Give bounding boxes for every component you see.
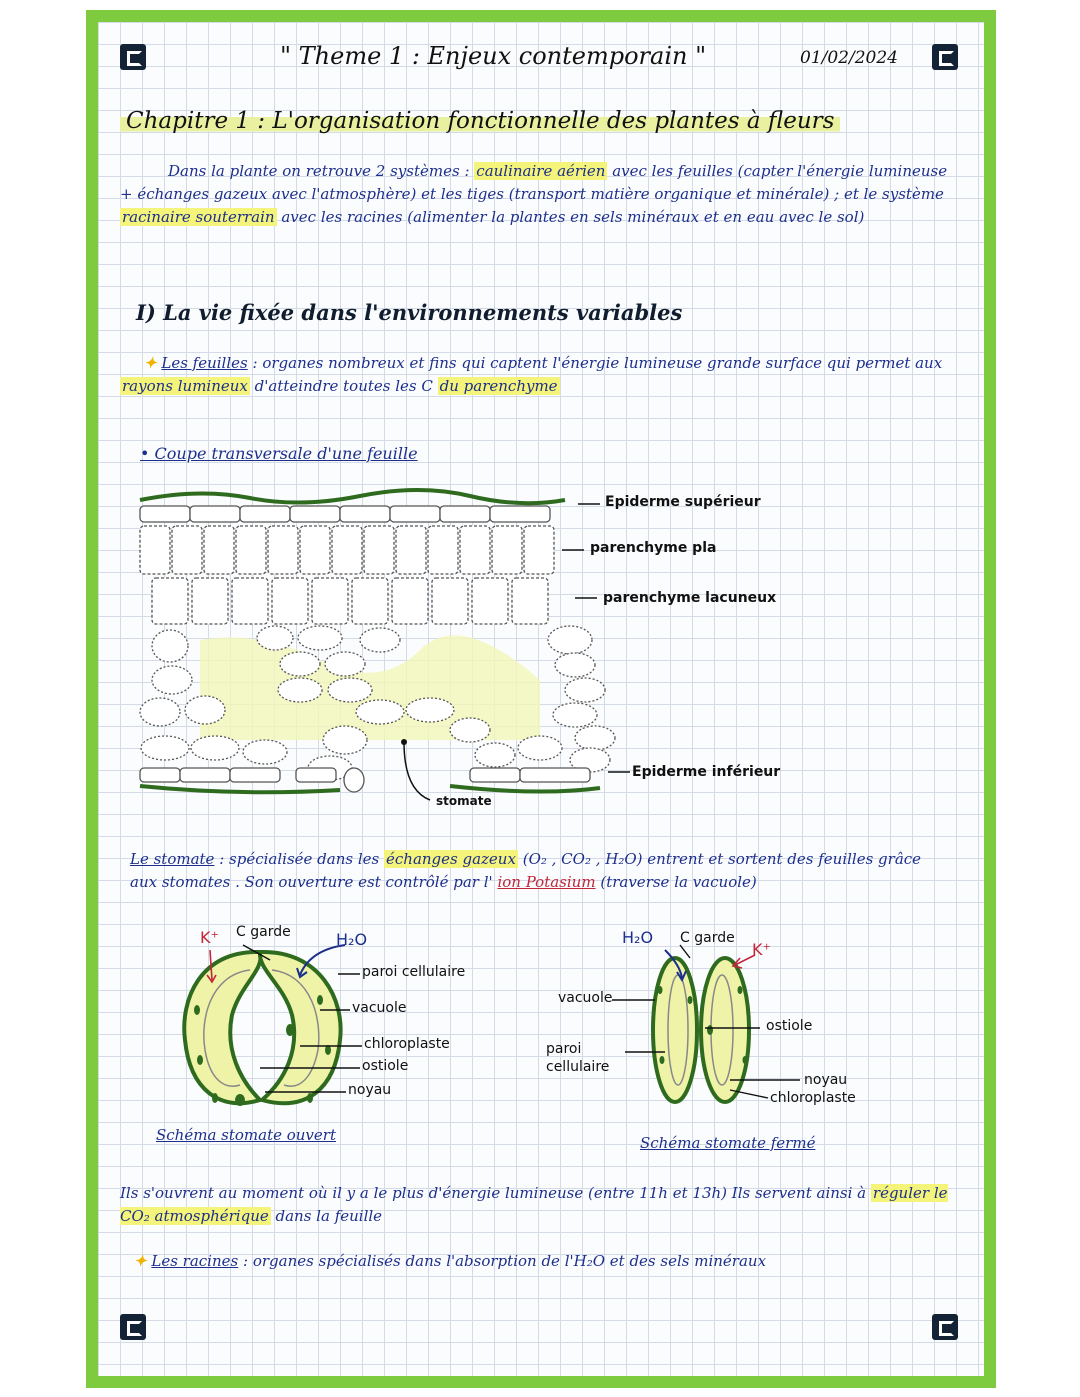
open-k-label: K⁺ — [200, 928, 219, 947]
opening-highlight: réguler le CO₂ atmosphérique — [120, 1184, 948, 1225]
star-bullet-icon: ✦ — [144, 354, 157, 372]
open-h2o-label: H₂O — [336, 930, 368, 949]
chapter-title: Chapitre 1 : L'organisation fonctionnelle des plantes à fleurs — [120, 108, 840, 134]
open-noyau-label: noyau — [348, 1082, 392, 1098]
open-caption: Schéma stomate ouvert — [156, 1126, 336, 1144]
star-bullet-icon-2: ✦ — [134, 1252, 147, 1270]
closed-caption: Schéma stomate fermé — [640, 1134, 816, 1152]
label-epidermis-inf: Epiderme inférieur — [632, 764, 781, 780]
stomata-text-3: (traverse la vacuole) — [600, 873, 757, 891]
stomata-ion: ion Potasium — [497, 873, 596, 891]
intro-highlight-aerial: caulinaire aérien — [476, 162, 606, 180]
closed-h2o-label: H₂O — [622, 928, 654, 947]
closed-vacuole-label: vacuole — [558, 990, 613, 1006]
opening-paragraph — [120, 1182, 950, 1228]
leaves-text-2: d'atteindre toutes les C — [254, 377, 433, 395]
open-chloro-label: chloroplaste — [364, 1036, 450, 1052]
leaves-highlight-2: du parenchyme — [439, 377, 558, 395]
stomata-text-2: (O₂ , CO₂ , H₂O) entrent et sortent des feuilles grâce aux stomates . Son ouverture est contrôlé par l' — [130, 850, 922, 891]
opening-text-2: dans la feuille — [275, 1207, 383, 1225]
label-epidermis-sup: Epiderme supérieur — [605, 494, 761, 510]
intro-text-3: avec les racines (alimenter la plantes en sels minéraux et en eau avec le sol) — [281, 208, 865, 226]
label-stomate: stomate — [436, 794, 492, 808]
closed-garde-label: C garde — [680, 930, 735, 946]
stomata-label: Le stomate — [130, 850, 215, 868]
section-heading: I) La vie fixée dans l'environnements variables — [136, 300, 683, 325]
leaves-label: Les feuilles — [161, 354, 248, 372]
intro-text-1: Dans la plante on retrouve 2 systèmes : — [168, 162, 470, 180]
closed-paroi-label: paroi cellulaire — [546, 1041, 610, 1075]
closed-noyau-label: noyau — [804, 1072, 848, 1088]
coupe-title: • Coupe transversale d'une feuille — [140, 444, 418, 463]
page-date: 01/02/2024 — [800, 48, 898, 68]
leaves-highlight: rayons lumineux — [122, 377, 248, 395]
label-palisade: parenchyme pla — [590, 540, 717, 556]
label-lacunar: parenchyme lacuneux — [603, 590, 777, 606]
roots-text: : organes spécialisés dans l'absorption de l'H₂O et des sels minéraux — [243, 1252, 767, 1270]
page-title: " Theme 1 : Enjeux contemporain " — [280, 42, 707, 70]
closed-k-label: K⁺ — [752, 940, 771, 959]
opening-text-1: Ils s'ouvrent au moment où il y a le plus d'énergie lumineuse (entre 11h et 13h) Ils servent ainsi à — [120, 1184, 867, 1202]
open-paroi-label: paroi cellulaire — [362, 964, 466, 980]
open-vacuole-label: vacuole — [352, 1000, 407, 1016]
stomata-highlight: échanges gazeux — [386, 850, 516, 868]
closed-chloro-label: chloroplaste — [770, 1090, 856, 1106]
intro-text-2: avec les feuilles (capter l'énergie lumineuse + échanges gazeux avec l'atmosphère) et les tiges (transport matière organique et minérale) ; et le système — [120, 162, 948, 203]
roots-paragraph — [134, 1250, 934, 1273]
intro-highlight-root: racinaire souterrain — [122, 208, 275, 226]
open-garde-label: C garde — [236, 924, 291, 940]
open-ostiole-label: ostiole — [362, 1058, 409, 1074]
closed-ostiole-label: ostiole — [766, 1018, 813, 1034]
leaves-text-1: : organes nombreux et fins qui captent l'énergie lumineuse grande surface qui permet aux — [252, 354, 943, 372]
roots-label: Les racines — [151, 1252, 239, 1270]
stomata-text-1: : spécialisée dans les — [219, 850, 380, 868]
